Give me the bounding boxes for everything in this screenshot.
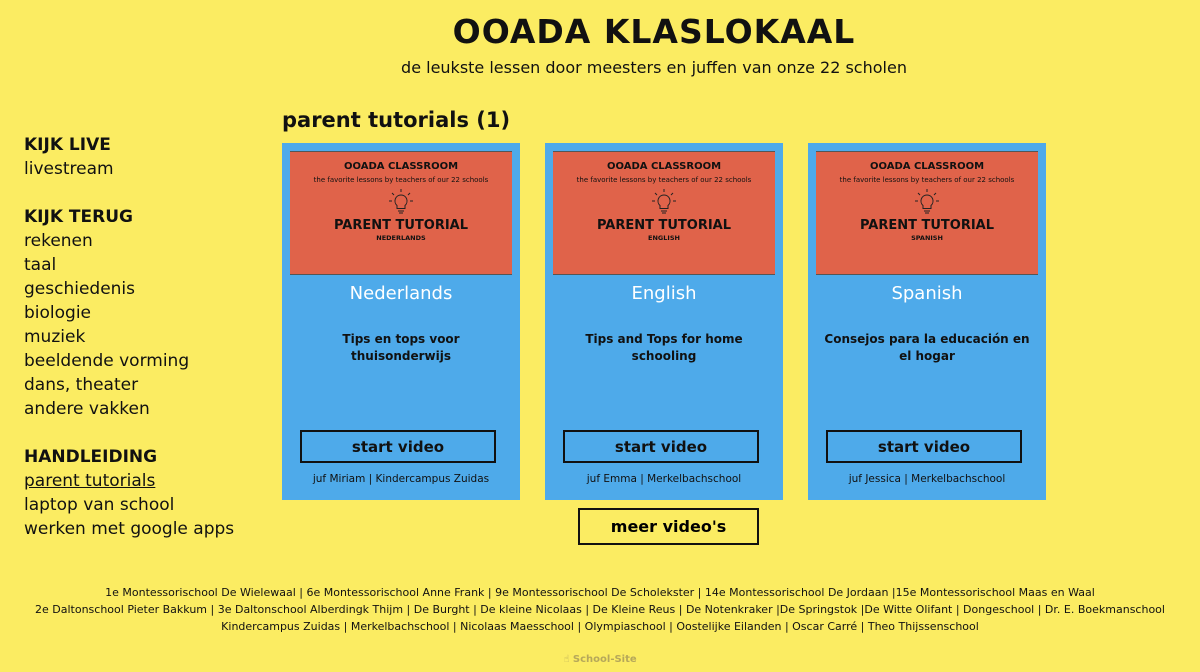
thumb-tagline: the favorite lessons by teachers of our 22 schools bbox=[576, 176, 752, 184]
card-description: Tips and Tops for home schooling bbox=[585, 332, 743, 363]
start-video-button[interactable]: start video bbox=[300, 430, 496, 463]
footer-line: 1e Montessorischool De Wielewaal | 6e Montessorischool Anne Frank | 9e Montessorischool De Scholekster | 14e Montessorischool De Jordaan |15e Montessorischool Maas en Waal bbox=[105, 586, 1095, 599]
video-card bbox=[282, 143, 520, 500]
footer-school-list bbox=[0, 584, 1200, 635]
footer-line: Kindercampus Zuidas | Merkelbachschool | Nicolaas Maesschool | Olympiaschool | Oostelijke Eilanden | Oscar Carré | Theo Thijssenschool bbox=[221, 620, 979, 633]
sidebar-item-livestream[interactable]: livestream bbox=[24, 159, 114, 179]
sidebar-group-live bbox=[24, 133, 264, 181]
sidebar-item-beeldende-vorming[interactable]: beeldende vorming bbox=[24, 351, 190, 371]
sidebar-item-muziek[interactable]: muziek bbox=[24, 327, 86, 347]
lightbulb-icon bbox=[651, 188, 677, 216]
footer-brand[interactable] bbox=[0, 654, 1200, 665]
site-title: OOADA KLASLOKAAL bbox=[452, 12, 856, 51]
sidebar-item-parent-tutorials[interactable]: parent tutorials bbox=[24, 471, 156, 491]
thumb-language: SPANISH bbox=[911, 234, 943, 242]
thumb-tagline: the favorite lessons by teachers of our 22 schools bbox=[313, 176, 489, 184]
thumb-brand: OOADA CLASSROOM bbox=[869, 161, 985, 172]
footer-line: 2e Daltonschool Pieter Bakkum | 3e Daltonschool Alberdingk Thijm | De Burght | De kleine Nicolaas | De Kleine Reus | De Notenkraker |De Springstok |De Witte Olifant | Dongeschool | Dr. E. Boekmanschool bbox=[35, 603, 1165, 616]
thumb-title: PARENT TUTORIAL bbox=[859, 218, 995, 233]
card-author: juf Emma | Merkelbachschool bbox=[586, 473, 742, 485]
sidebar-heading: KIJK TERUG bbox=[24, 207, 133, 227]
thumb-title: PARENT TUTORIAL bbox=[596, 218, 732, 233]
video-card bbox=[545, 143, 783, 500]
sidebar-heading: HANDLEIDING bbox=[24, 447, 158, 467]
thumb-brand: OOADA CLASSROOM bbox=[343, 161, 459, 172]
sidebar-group-handleiding bbox=[24, 445, 264, 541]
card-author: juf Miriam | Kindercampus Zuidas bbox=[312, 473, 490, 485]
sidebar-group-terug bbox=[24, 205, 264, 421]
card-description: Tips en tops voor thuisonderwijs bbox=[342, 332, 460, 363]
video-thumbnail[interactable] bbox=[816, 151, 1038, 275]
sidebar-item-andere-vakken[interactable]: andere vakken bbox=[24, 399, 150, 419]
thumb-language: NEDERLANDS bbox=[376, 234, 426, 242]
thumb-language: ENGLISH bbox=[648, 234, 680, 242]
sidebar-item-rekenen[interactable]: rekenen bbox=[24, 231, 93, 251]
section-title: parent tutorials (1) bbox=[282, 108, 511, 132]
sidebar-item-biologie[interactable]: biologie bbox=[24, 303, 92, 323]
sidebar-heading: KIJK LIVE bbox=[24, 135, 111, 155]
video-card bbox=[808, 143, 1046, 500]
video-thumbnail[interactable] bbox=[290, 151, 512, 275]
video-thumbnail[interactable] bbox=[553, 151, 775, 275]
thumb-brand: OOADA CLASSROOM bbox=[606, 161, 722, 172]
sidebar-nav bbox=[24, 133, 264, 565]
card-language: Spanish bbox=[891, 283, 963, 304]
card-language: Nederlands bbox=[349, 283, 453, 304]
lightbulb-icon bbox=[388, 188, 414, 216]
sidebar-item-laptop-van-school[interactable]: laptop van school bbox=[24, 495, 175, 515]
more-videos-button[interactable]: meer video's bbox=[578, 508, 759, 545]
hand-pointer-icon: ☝ bbox=[563, 654, 570, 665]
thumb-tagline: the favorite lessons by teachers of our 22 schools bbox=[839, 176, 1015, 184]
card-description: Consejos para la educación en el hogar bbox=[824, 332, 1030, 363]
start-video-button[interactable]: start video bbox=[563, 430, 759, 463]
sidebar-item-taal[interactable]: taal bbox=[24, 255, 57, 275]
sidebar-item-geschiedenis[interactable]: geschiedenis bbox=[24, 279, 136, 299]
start-video-button[interactable]: start video bbox=[826, 430, 1022, 463]
card-language: English bbox=[631, 283, 697, 304]
footer-brand-label: School-Site bbox=[572, 654, 637, 665]
thumb-title: PARENT TUTORIAL bbox=[333, 218, 469, 233]
sidebar-item-google-apps[interactable]: werken met google apps bbox=[24, 519, 235, 539]
lightbulb-icon bbox=[914, 188, 940, 216]
sidebar-item-dans-theater[interactable]: dans, theater bbox=[24, 375, 139, 395]
card-author: juf Jessica | Merkelbachschool bbox=[848, 473, 1006, 485]
site-subtitle: de leukste lessen door meesters en juffen van onze 22 scholen bbox=[401, 58, 907, 77]
